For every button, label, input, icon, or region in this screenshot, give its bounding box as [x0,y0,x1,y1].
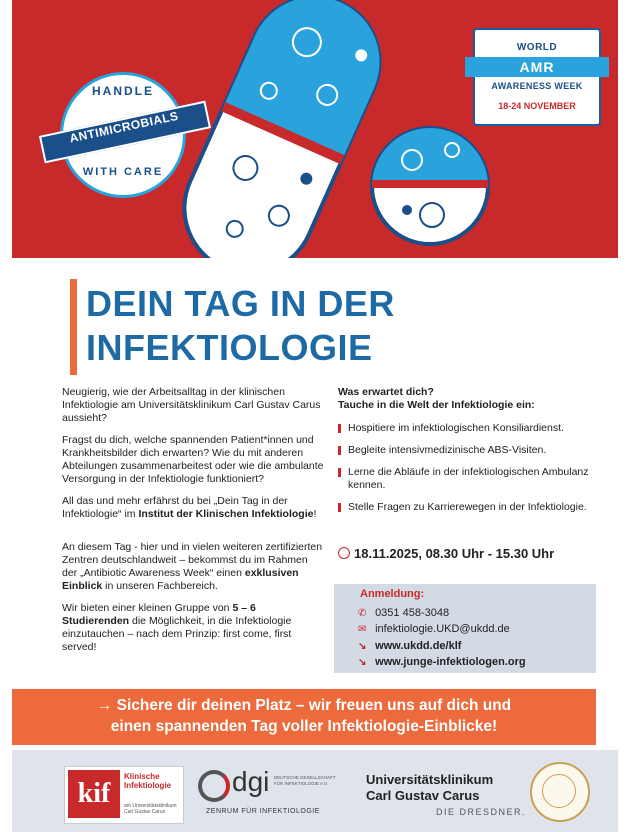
kif-logo-mark: kif [68,770,120,818]
list-item: Lerne die Abläufe in der infektiologischen Ambulanz kennen. [338,466,608,492]
intro-paragraph-2: Fragst du dich, welche spannenden Patient*innen und Krankheitsbilder dich erwarten? Wie du mit anderen Abteilungen zusammenarbeitest oder wie die ambulante Versorgung in der Infektiologie funktioniert? [62,434,324,485]
phone-text: 0351 458-3048 [375,607,450,619]
dgi-logo-text: dgi [232,766,270,797]
intro-column [62,386,324,663]
program-subheading: Tauche in die Welt der Infektiologie ein: [338,399,535,411]
cta-line-1: → Sichere dir deinen Platz – wir freuen uns auf dich und [96,697,512,714]
p5-text: Wir bieten einer kleinen Gruppe von [62,602,233,614]
intro-paragraph-1: Neugierig, wie der Arbeitsalltag in der klinischen Infektiologie am Universitätsklinikum Carl Gustav Carus aussieht? [62,386,321,424]
ukd-name-1: Universitätsklinikum [366,772,494,787]
kif-logo-subtitle: am Universitätsklinikum Carl Gustav Carus [124,803,177,815]
page-title [86,282,606,370]
phone-icon: ✆ [358,608,367,619]
flyer-page [12,0,618,832]
mail-icon: ✉ [358,624,367,635]
title-line-2: INFEKTIOLOGIE [86,327,373,368]
intro-paragraph-4 [62,541,324,593]
program-list [338,422,608,514]
p5-highlight: 5 – 6 Studierenden [62,602,256,627]
program-column [338,386,608,523]
call-to-action-band [12,689,596,745]
p3-end: ! [313,508,317,520]
dgi-zentrum-label: ZENRUM FÜR INFEKTIOLOGIE [206,808,320,815]
amr-week-label: AWARENESS WEEK [491,81,583,91]
list-item: Stelle Fragen zu Karrierewegen in der Infektiologie. [338,501,608,514]
call-to-action-text [12,695,596,737]
registration-phone[interactable] [358,607,449,619]
dgi-logo-subtitle: DEUTSCHE GESELLSCHAFT FÜR INFEKTIOLOGIE e.V. [274,775,336,786]
program-question: Was erwartet dich? [338,386,434,398]
dgi-logo-ring [198,770,230,802]
registration-link-ukdd[interactable] [358,640,461,652]
web2-text: www.junge-infektiologen.org [375,656,526,668]
clock-icon [338,547,350,559]
p4-text: An diesem Tag - hier und in vielen weiteren zertifizierten Zentren deutschlandweit – bekommst du im Rahmen der „Antibiotic Awareness Week“ einen [62,541,323,579]
intro-paragraph-5 [62,602,324,654]
p4-highlight: exklusiven Einblick [62,567,299,592]
amr-dates: 18-24 NOVEMBER [498,101,576,111]
ukd-name-2: Carl Gustav Carus [366,788,480,803]
p4-end: in unseren Fachbereich. [102,580,218,592]
title-line-1: DEIN TAG IN DER [86,283,395,324]
hero-banner [12,0,618,258]
p5-end: die Möglichkeit, in die Infektiologie einzutauchen – nach dem Prinzip: first come, first served! [62,615,292,653]
kif-logo-name: Klinische Infektiologie [124,772,172,790]
event-date-text: 18.11.2025, 08.30 Uhr - 15.30 Uhr [354,546,555,561]
email-text: infektiologie.UKD@ukdd.de [375,623,510,635]
event-date [338,546,554,561]
arrow-icon: ↘ [358,657,367,668]
registration-email[interactable] [358,623,510,635]
web1-text: www.ukdd.de/klf [375,640,462,652]
carus-seal-portrait [542,774,576,808]
cta-line-2: einen spannenden Tag voller Infektiologie-Einblicke! [110,718,498,735]
p3-institute: Institut der Klinischen Infektiologie [138,508,314,520]
list-item: Begleite intensivmedizinische ABS-Visiten. [338,444,608,457]
badge-bottom-text: WITH CARE [82,166,164,178]
badge-top-text: HANDLE [92,84,154,98]
registration-link-junge[interactable] [358,656,526,668]
title-accent-bar [70,279,77,375]
amr-world-label: WORLD [516,42,558,53]
badge-ribbon: ANTIMICROBIALS [39,101,211,164]
intro-paragraph-3 [62,495,324,521]
p3-text: All das und mehr erfährst du bei „Dein Tag in der Infektiologie“ im [62,495,288,520]
handle-antimicrobials-badge [60,72,184,196]
ukd-tagline: DIE DRESDNER. [435,807,526,817]
ukd-logo [366,772,526,817]
amr-week-badge [473,28,601,126]
list-item: Hospitiere im infektiologischen Konsiliardienst. [338,422,608,435]
arrow-icon: ↘ [358,641,367,652]
registration-title: Anmeldung: [360,588,425,600]
amr-label: AMR [465,57,609,77]
